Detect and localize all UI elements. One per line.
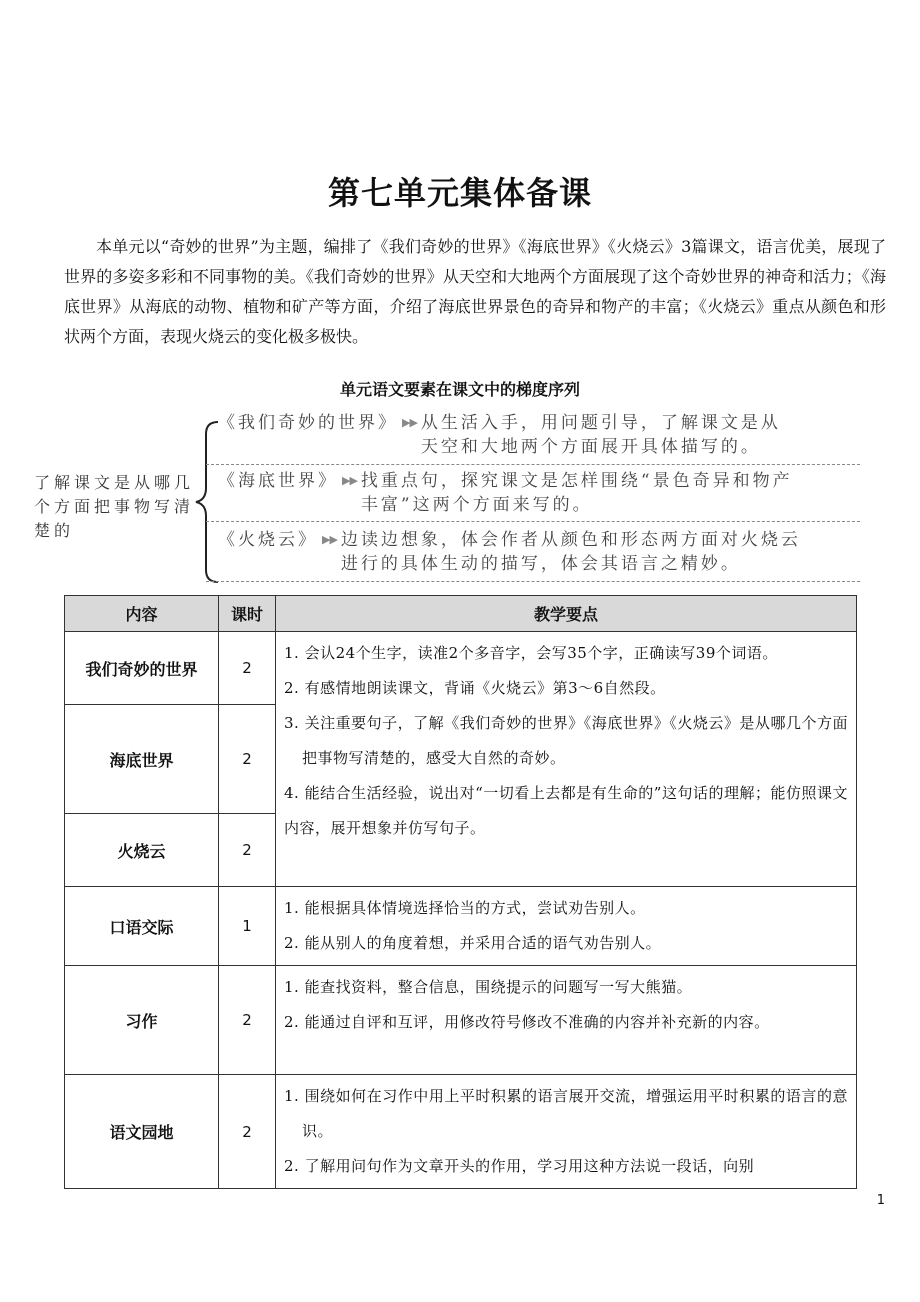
table-row [65,966,857,1075]
sequence-row-desc: 找重点句，探究课文是怎样围绕“景色奇异和物产 丰富”这两个方面来写的。 [360,471,793,515]
lesson-hours: 2 [219,632,276,705]
sequence-row [218,528,886,576]
double-arrow-icon: ▶▶ [402,416,417,429]
divider [206,464,860,465]
lesson-hours: 2 [219,966,276,1075]
point-item: 1. 围绕如何在习作中用上平时积累的语言展开交流，增强运用平时积累的语言的意识。 [284,1087,848,1140]
point-item: 2. 能通过自评和互评，用修改符号修改不准确的内容并补充新的内容。 [284,1013,770,1031]
lesson-hours: 1 [219,887,276,966]
lesson-hours: 2 [219,814,276,887]
lesson-name: 口语交际 [65,887,219,966]
table-row [65,1075,857,1189]
double-arrow-icon: ▶▶ [342,474,357,487]
sequence-row [218,411,886,459]
lesson-points [276,632,857,887]
sequence-row-text: 《火烧云》 [218,530,318,550]
lesson-name: 火烧云 [65,814,219,887]
sequence-row [218,469,886,517]
intro-paragraph: 本单元以“奇妙的世界”为主题，编排了《我们奇妙的世界》《海底世界》《火烧云》3篇课文，语言优美，展现了世界的多姿多彩和不同事物的美。《我们奇妙的世界》从天空和大地两个方面展现了这个奇妙世界的神奇和活力；《海底世界》从海底的动物、植物和矿产等方面，介绍了海底世界景色的奇异和物产的丰富；《火烧云》重点从颜色和形状两个方面，表现火烧云的变化极多极快。 [64,237,886,346]
header-content: 内容 [65,596,219,632]
lesson-name: 我们奇妙的世界 [65,632,219,705]
point-item: 2. 了解用问句作为文章开头的作用，学习用这种方法说一段话，向别 [284,1157,755,1175]
sequence-row-text: 《我们奇妙的世界》 [218,413,398,433]
lesson-points [276,966,857,1075]
point-item: 2. 有感情地朗读课文，背诵《火烧云》第3～6自然段。 [284,679,666,697]
lesson-points [276,887,857,966]
lesson-points [276,1075,857,1189]
point-item: 2. 能从别人的角度着想，并采用合适的语气劝告别人。 [284,934,662,952]
sequence-row-desc: 边读边想象，体会作者从颜色和形态两方面对火烧云 进行的具体生动的描写，体会其语言之精妙。 [340,530,801,574]
page-number: 1 [876,1193,885,1208]
header-hours: 课时 [219,596,276,632]
divider [206,581,860,582]
point-item: 1. 会认24个生字，读准2个多音字，会写35个字，正确读写39个词语。 [284,644,778,662]
lesson-name: 习作 [65,966,219,1075]
page-title: 第七单元集体备课 [327,174,592,212]
lesson-hours: 2 [219,705,276,814]
table-row [65,632,857,705]
lesson-hours: 2 [219,1075,276,1189]
point-item: 3. 关注重要句子，了解《我们奇妙的世界》《海底世界》《火烧云》是从哪几个方面把事物写清楚的，感受大自然的奇妙。 [284,714,848,767]
point-item: 1. 能查找资料，整合信息，围绕提示的问题写一写大熊猫。 [284,978,693,996]
sequence-title: 单元语文要素在课文中的梯度序列 [339,380,580,399]
divider [206,521,860,522]
point-item: 4. 能结合生活经验，说出对“一切看上去都是有生命的”这句话的理解；能仿照课文内容，展开想象并仿写句子。 [284,784,848,837]
sequence-label: 了解课文是从哪几个方面把事物写清楚的 [34,473,195,540]
teaching-plan-table [64,595,857,1189]
point-item: 1. 能根据具体情境选择恰当的方式，尝试劝告别人。 [284,899,646,917]
sequence-row-desc: 从生活入手，用问题引导，了解课文是从 天空和大地两个方面展开具体描写的。 [420,413,781,457]
table-header-row [65,596,857,632]
header-points: 教学要点 [276,596,857,632]
double-arrow-icon: ▶▶ [322,533,337,546]
table-row [65,887,857,966]
lesson-name: 海底世界 [65,705,219,814]
sequence-row-text: 《海底世界》 [218,471,338,491]
lesson-name: 语文园地 [65,1075,219,1189]
